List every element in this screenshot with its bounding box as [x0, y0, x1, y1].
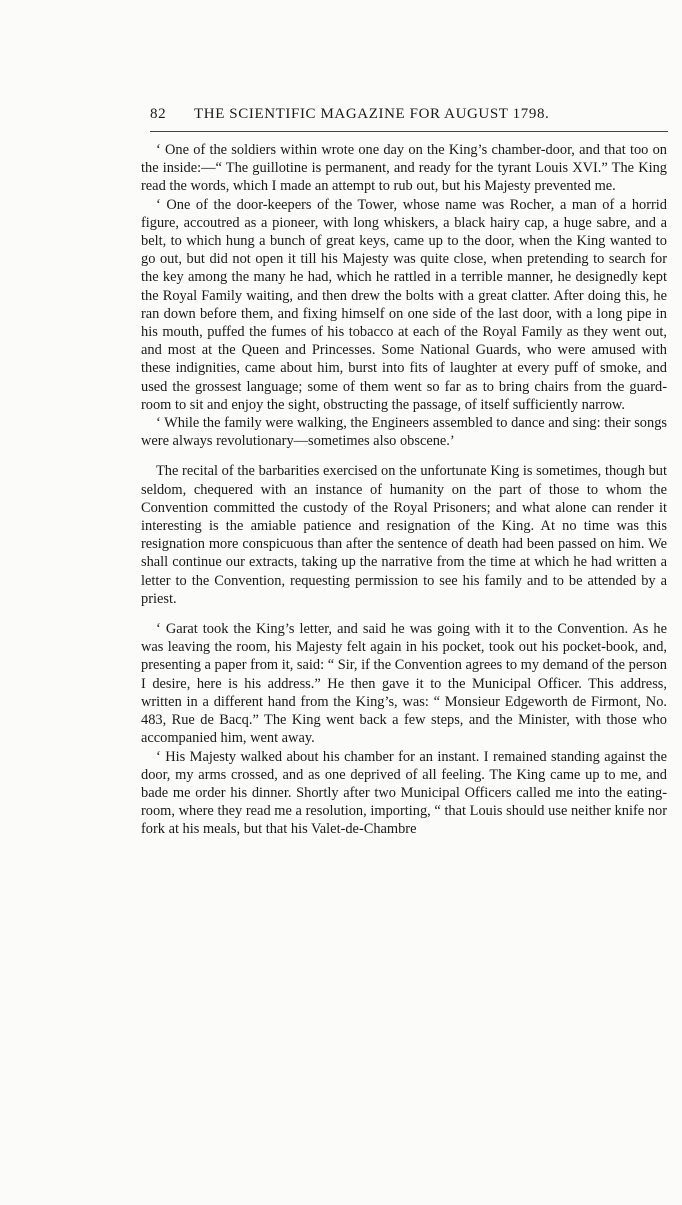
page-number: 82: [150, 106, 167, 122]
running-head: [150, 106, 670, 128]
paragraph-rocher: ‘ One of the door-keepers of the Tower, whose name was Rocher, a man of a horrid figure, accoutred as a pioneer, with long whiskers, a black hairy cap, a huge sabre, and a belt, to which hung a bunch of great keys, came up to the door, when the King wanted to go out, but did not open it till his Majesty was quite close, when pretending to search for the key among the many he had, which he rattled in a terrible manner, he designedly kept the Royal Family waiting, and then drew the bolts with a great clatter. After doing this, he ran down before them, and fixing himself on one side of the last door, with a long pipe in his mouth, puffed the fumes of his tobacco at each of the Royal Family as they went out, and most at the Queen and Princesses. Some National Guards, who were amused with these indignities, came about him, burst into fits of laughter at every puff of smoke, and used the grossest language; some of them went so far as to bring chairs from the guard-room to sit and enjoy the sight, obstructing the passage, of itself sufficiently narrow.: [141, 196, 667, 413]
paragraph-chamber-door: ‘ One of the soldiers within wrote one day on the King’s chamber-door, and that too on the inside:—“ The guillotine is permanent, and ready for the tyrant Louis XVI.” The King read the words, which I made an attempt to rub out, but his Majesty prevented me.: [141, 142, 667, 195]
header-rule: [150, 131, 668, 132]
paragraph-engineers: ‘ While the family were walking, the Engineers assembled to dance and sing: their songs were always revolutionary—sometimes also obscene.’: [141, 415, 667, 450]
article-body: [141, 141, 667, 839]
running-title: THE SCIENTIFIC MAGAZINE FOR AUGUST 1798.: [194, 106, 550, 122]
paragraph-dinner: ‘ His Majesty walked about his chamber for an instant. I remained standing against the door, my arms crossed, and as one deprived of all feeling. The King came up to me, and bade me order his dinner. Shortly after two Municipal Officers called me into the eating-room, where they read me a resolution, importing, “ that Louis should use neither knife nor fork at his meals, but that his Valet-de-Chambre: [141, 748, 667, 838]
paragraph-recital: The recital of the barbarities exercised on the unfortunate King is sometimes, though but seldom, chequered with an instance of humanity on the part of those to whom the Convention committed the custody of the Royal Prisoners; and what alone can render it interesting is the amiable patience and resignation of the King. At no time was this resignation more conspicuous than after the sentence of death had been passed on him. We shall continue our extracts, taking up the narrative from the time at which he had written a letter to the Convention, requesting permission to see his family and to be attended by a priest.: [141, 463, 667, 607]
paragraph-garat: ‘ Garat took the King’s letter, and said he was going with it to the Convention. As he was leaving the room, his Majesty felt again in his pocket, took out his pocket-book, and, presenting a paper from it, said: “ Sir, if the Convention agrees to my demand of the person I desire, here is his address.” He then gave it to the Municipal Officer. This address, written in a different hand from the King’s, was: “ Monsieur Edgeworth de Firmont, No. 483, Rue de Bacq.” The King went back a few steps, and the Minister, with those who accompanied him, went away.: [141, 621, 667, 747]
